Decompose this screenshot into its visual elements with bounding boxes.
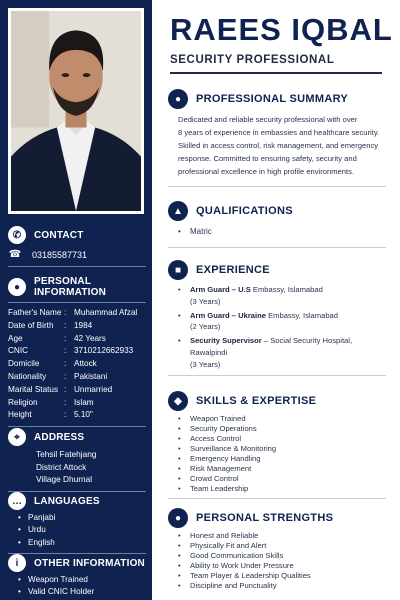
skills-section	[168, 390, 386, 499]
contact-title: CONTACT	[34, 229, 84, 241]
languages-section	[8, 490, 146, 558]
experience-section	[168, 259, 386, 376]
personal-info-value: 1984	[74, 320, 93, 330]
personal-info-key: Height	[8, 410, 32, 420]
personal-info-sep: :	[64, 397, 67, 407]
candidate-name: RAEES IQBAL	[170, 12, 393, 47]
personal-info-sep: :	[64, 346, 67, 356]
summary-line: Dedicated and reliable security professional with over	[178, 115, 358, 124]
personal-info-row	[8, 409, 146, 422]
personal-info-row	[8, 333, 146, 346]
personal-info-row	[8, 371, 146, 384]
main-content	[152, 0, 400, 600]
personal-info-row	[8, 345, 146, 358]
personal-info-key: Date of Birth	[8, 320, 54, 330]
contact-section	[8, 224, 146, 271]
personal-info-row	[8, 397, 146, 410]
skill-item: • Weapon Trained	[178, 414, 386, 424]
briefcase-icon: ■	[168, 260, 188, 280]
title-divider	[170, 72, 382, 74]
personal-info-sep: :	[64, 308, 67, 317]
person-icon: ●	[168, 508, 188, 528]
personal-info-value: Islam	[74, 397, 94, 407]
strengths-title: PERSONAL STRENGTHS	[196, 512, 334, 524]
personal-info-section	[8, 276, 146, 431]
other-info-title: OTHER INFORMATION	[34, 557, 145, 569]
summary-line: 8 years of experience in embassies and healthcare security.	[178, 128, 380, 137]
qualifications-title: QUALIFICATIONS	[196, 205, 293, 217]
skills-list	[168, 414, 386, 494]
language-item: • Urdu	[16, 524, 146, 536]
experience-title: EXPERIENCE	[196, 264, 270, 276]
personal-info-value: 5.10"	[74, 410, 93, 420]
experience-item	[178, 335, 386, 370]
address-title: ADDRESS	[34, 431, 85, 443]
personal-info-value: 3710212662933	[74, 346, 134, 356]
personal-info-key: Father's Name	[8, 308, 62, 317]
phone-icon: ✆	[8, 226, 26, 244]
experience-role: Security Supervisor	[190, 336, 262, 346]
skill-item: • Team Leadership	[178, 484, 386, 494]
personal-info-value: Muhammad Afzal	[74, 308, 138, 317]
personal-info-row	[8, 384, 146, 397]
skill-item: • Surveillance & Monitoring	[178, 444, 386, 454]
experience-org: Embassy, Islamabad	[250, 285, 323, 294]
skill-item: • Risk Management	[178, 464, 386, 474]
languages-list	[8, 512, 146, 549]
skill-item: • Security Operations	[178, 424, 386, 434]
person-icon: ●	[168, 89, 188, 109]
phone-number[interactable]: 03185587731	[32, 249, 88, 260]
personal-info-key: Domicile	[8, 359, 40, 369]
language-item: • English	[16, 537, 146, 549]
address-lines	[8, 448, 146, 486]
strength-item: • Ability to Work Under Pressure	[178, 561, 386, 571]
personal-info-value: 42 Years	[74, 333, 106, 343]
personal-info-list	[8, 307, 146, 422]
candidate-role: SECURITY PROFESSIONAL	[170, 54, 335, 66]
strength-item: • Discipline and Punctuality	[178, 581, 386, 591]
experience-org: – Social Security Hospital,	[261, 336, 353, 346]
personal-info-value: Unmarried	[74, 384, 113, 394]
graduation-cap-icon: ▲	[168, 201, 188, 221]
experience-item	[178, 310, 386, 334]
personal-info-key: Age	[8, 333, 23, 343]
qualifications-list	[168, 227, 386, 237]
experience-role: Arm Guard – U.S	[190, 285, 251, 294]
personal-info-key: Marital Status	[8, 384, 59, 394]
personal-info-key: Religion	[8, 397, 38, 407]
personal-info-row	[8, 307, 146, 320]
languages-title: LANGUAGES	[34, 495, 100, 507]
other-info-item: • Valid CNIC Holder	[16, 586, 146, 598]
summary-line: response. Committed to ensuring safety, security and	[178, 154, 357, 163]
strength-item: • Honest and Reliable	[178, 531, 386, 541]
language-item: • Panjabi	[16, 512, 146, 524]
experience-org: Embassy, Islamabad	[265, 310, 338, 320]
experience-duration: (2 Years)	[190, 322, 221, 332]
summary-line: professional excellence in high profile environments.	[178, 167, 355, 176]
personal-info-title: PERSONAL INFORMATION	[34, 276, 107, 298]
experience-duration: (3 Years)	[190, 359, 221, 369]
strength-item: • Team Player & Leadership Qualities	[178, 571, 386, 581]
speech-bubble-icon: …	[8, 492, 26, 510]
personal-info-key: Nationality	[8, 371, 47, 381]
sidebar	[0, 0, 152, 600]
personal-info-sep: :	[64, 384, 67, 394]
summary-section	[168, 88, 386, 187]
address-line: District Attock	[36, 461, 87, 472]
other-info-list	[8, 574, 146, 599]
location-pin-icon: ⌖	[8, 428, 26, 446]
other-info-section	[8, 552, 146, 599]
info-icon: i	[8, 554, 26, 572]
address-line: Tehsil Fatehjang	[36, 449, 97, 459]
strength-item: • Physically Fit and Alert	[178, 541, 386, 551]
personal-info-sep: :	[64, 410, 67, 420]
experience-org-line2: Rawalpindi	[190, 347, 228, 357]
summary-line: Skilled in access control, risk management, and emergency	[178, 141, 379, 150]
experience-duration: (3 Years)	[190, 296, 221, 306]
experience-role: Arm Guard – Ukraine	[190, 310, 266, 320]
personal-info-row	[8, 358, 146, 371]
personal-info-sep: :	[64, 333, 67, 343]
summary-text	[168, 113, 386, 178]
strengths-section	[168, 507, 386, 591]
skill-item: • Emergency Handling	[178, 454, 386, 464]
skill-item: • Crowd Control	[178, 474, 386, 484]
other-info-item: • Weapon Trained	[16, 574, 146, 586]
address-line: Village Dhurnal	[36, 474, 93, 485]
personal-info-key: CNIC	[8, 346, 29, 356]
person-icon: ●	[8, 278, 26, 296]
strength-item: • Good Communication Skills	[178, 551, 386, 561]
phone-icon: ☎	[8, 249, 22, 260]
personal-info-value: Attock	[74, 359, 97, 369]
summary-title: PROFESSIONAL SUMMARY	[196, 93, 349, 105]
personal-info-sep: :	[64, 359, 67, 369]
address-section	[8, 426, 146, 496]
personal-info-value: Pakistani	[74, 371, 108, 381]
qualifications-section	[168, 200, 386, 248]
experience-item	[178, 284, 386, 308]
shield-icon: ◆	[168, 391, 188, 411]
personal-info-sep: :	[64, 320, 67, 330]
personal-info-sep: :	[64, 371, 67, 381]
skill-item: • Access Control	[178, 434, 386, 444]
skills-title: SKILLS & EXPERTISE	[196, 395, 317, 407]
profile-photo	[8, 8, 144, 214]
qualification-item: • Matric	[178, 227, 386, 237]
personal-info-row	[8, 320, 146, 333]
experience-list	[168, 284, 386, 371]
strengths-list	[168, 531, 386, 591]
